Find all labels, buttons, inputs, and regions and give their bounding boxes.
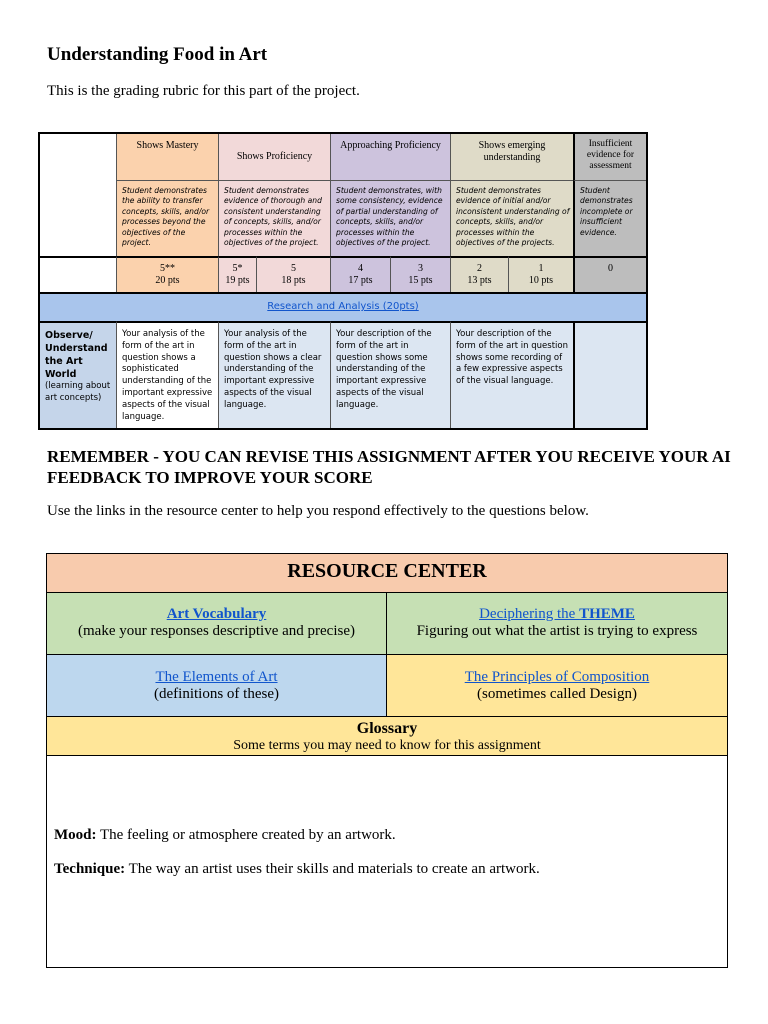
level-header-mastery: Shows Mastery xyxy=(116,134,218,180)
resource-theme: Deciphering the THEME Figuring out what the artist is trying to express xyxy=(387,593,727,655)
glossary-body xyxy=(47,756,727,967)
resource-center-title: RESOURCE CENTER xyxy=(47,554,727,593)
score-row-blank xyxy=(40,256,116,292)
elements-of-art-link[interactable]: The Elements of Art xyxy=(155,669,278,685)
level-description-approaching: Student demonstrates, with some consistency, evidence of partial understanding of concepts, skills, and/or processes within the objectives of the project. xyxy=(330,180,450,256)
section-band xyxy=(40,292,646,321)
level-description-emerging: Student demonstrates evidence of initial and/or inconsistent understanding of concepts, skills, and/or processes within the objectives of the projects. xyxy=(450,180,573,256)
criterion-label: Observe/ Understand the Art World (learning about art concepts) xyxy=(40,321,116,430)
score-cell: 2 13 pts xyxy=(450,256,508,292)
score-cell: 5* 19 pts xyxy=(218,256,256,292)
criterion-cell-emerging: Your description of the form of the art in question shows some recording of a few expressive aspects of the visual language. xyxy=(450,321,573,430)
grading-rubric-table xyxy=(38,132,648,430)
level-header-proficiency: Shows Proficiency xyxy=(218,134,330,180)
principles-of-composition-link[interactable]: The Principles of Composition xyxy=(464,669,650,685)
criterion-cell-insufficient xyxy=(573,321,646,430)
rubric-corner-cell xyxy=(40,134,116,256)
glossary-term-technique: Technique: The way an artist uses their skills and materials to create an artwork. xyxy=(54,861,540,877)
research-analysis-link[interactable]: Research and Analysis (20pts) xyxy=(267,301,419,312)
score-cell: 5** 20 pts xyxy=(116,256,218,292)
glossary-term-mood: Mood: The feeling or atmosphere created by an artwork. xyxy=(54,827,396,843)
score-cell: 4 17 pts xyxy=(330,256,390,292)
resource-center-table xyxy=(46,553,728,968)
criterion-cell-approaching: Your description of the form of the art in question shows some understanding of the important expressive aspects of the visual language. xyxy=(330,321,450,430)
remember-heading: REMEMBER - YOU CAN REVISE THIS ASSIGNMENT AFTER YOU RECEIVE YOUR AI FEEDBACK TO IMPROVE YOUR SCORE xyxy=(47,447,731,487)
glossary-header xyxy=(47,717,727,756)
resource-art-vocabulary: Art Vocabulary (make your responses descriptive and precise) xyxy=(47,593,387,655)
score-cell: 3 15 pts xyxy=(390,256,450,292)
level-header-approaching: Approaching Proficiency xyxy=(330,134,450,180)
criterion-cell-mastery: Your analysis of the form of the art in question shows a sophisticated understanding of the important expressive aspects of the visual language. xyxy=(116,321,218,430)
resource-elements-of-art: The Elements of Art (definitions of these) xyxy=(47,655,387,717)
level-description-proficiency: Student demonstrates evidence of thorough and consistent understanding of concepts, skills, and/or processes within the objectives of the project. xyxy=(218,180,330,256)
score-cell: 0 xyxy=(573,256,646,292)
score-cell: 5 18 pts xyxy=(256,256,330,292)
glossary-subtitle: Some terms you may need to know for this assignment xyxy=(233,738,541,753)
level-header-emerging: Shows emerging understanding xyxy=(450,134,573,180)
resource-instructions: Use the links in the resource center to help you respond effectively to the questions below. xyxy=(47,503,589,519)
score-cell: 1 10 pts xyxy=(508,256,573,292)
level-header-insufficient: Insufficient evidence for assessment xyxy=(573,134,646,180)
art-vocabulary-link[interactable]: Art Vocabulary xyxy=(166,606,267,622)
glossary-title: Glossary xyxy=(356,720,418,737)
deciphering-theme-link[interactable]: Deciphering the THEME xyxy=(479,606,635,622)
level-description-mastery: Student demonstrates the ability to transfer concepts, skills, and/or processes beyond the objectives of the project. xyxy=(116,180,218,256)
level-description-insufficient: Student demonstrates incomplete or insufficient evidence. xyxy=(573,180,646,256)
criterion-cell-proficiency: Your analysis of the form of the art in question shows a clear understanding of the important expressive aspects of the visual language. xyxy=(218,321,330,430)
resource-principles-of-composition: The Principles of Composition (sometimes called Design) xyxy=(387,655,727,717)
intro-text: This is the grading rubric for this part of the project. xyxy=(47,83,360,99)
page-title: Understanding Food in Art xyxy=(47,44,268,65)
